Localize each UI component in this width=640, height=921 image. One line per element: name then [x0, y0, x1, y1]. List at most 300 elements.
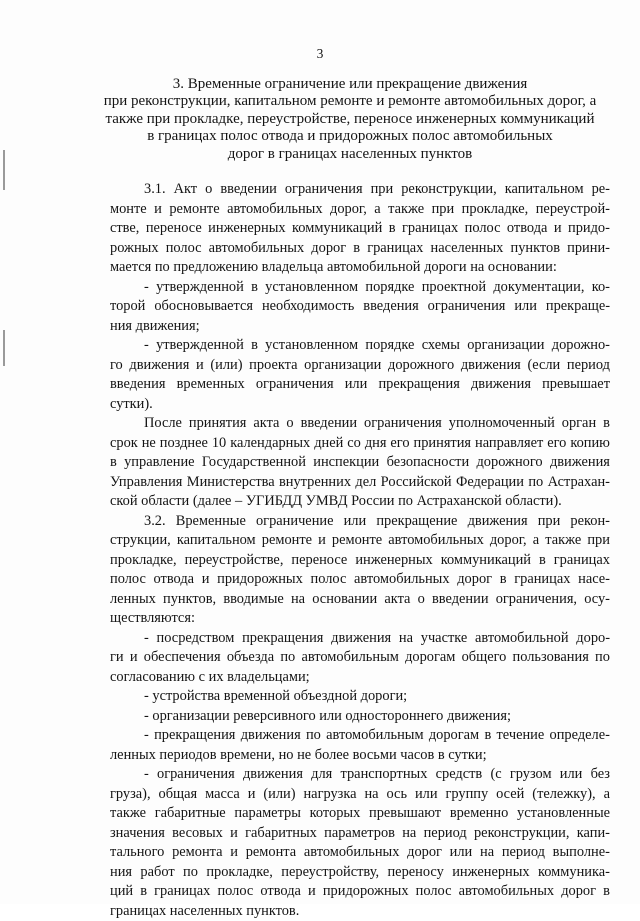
word: дорог,: [490, 531, 527, 551]
word: на: [364, 785, 378, 805]
word: движения: [461, 356, 521, 376]
text-line: [110, 726, 610, 746]
text-line: [110, 258, 610, 278]
word: нагрузка: [303, 785, 356, 805]
heading-line: дорог в границах населенных пунктов: [100, 146, 600, 163]
word: а: [533, 531, 539, 551]
word: ось: [387, 785, 408, 805]
word: движения: [468, 512, 528, 532]
word: о: [205, 180, 212, 200]
text-line: [110, 375, 610, 395]
page-number: 3: [0, 46, 640, 62]
text-line: [110, 824, 610, 844]
word: в: [484, 726, 491, 746]
text-line: [110, 629, 610, 649]
word: и: [308, 882, 316, 902]
word: полос: [465, 219, 501, 239]
word: со: [347, 434, 361, 454]
text-line-content: согласованию с их владельцами;: [110, 668, 310, 688]
word: автомобильных: [227, 200, 322, 220]
word: прокладке,: [206, 863, 273, 883]
word: дорог: [561, 882, 596, 902]
word: дорог: [311, 239, 346, 259]
word: автомобильной: [475, 629, 569, 649]
text-line: [110, 570, 610, 590]
word: ограничения: [285, 180, 363, 200]
word: (или): [210, 356, 242, 376]
word: которых: [310, 804, 361, 824]
word: дорог: [407, 843, 442, 863]
word: пунктов,: [163, 590, 216, 610]
word: проекта: [249, 356, 297, 376]
word: (тележку),: [532, 785, 595, 805]
word: временных: [177, 375, 245, 395]
word: автомобильных: [304, 843, 399, 863]
word: и: [318, 531, 326, 551]
text-line-content: границах населенных пунктов.: [110, 902, 299, 921]
word: (если: [527, 356, 560, 376]
word: движения: [241, 726, 301, 746]
word: участке: [421, 629, 468, 649]
text-line: [110, 473, 610, 493]
word: грузом: [510, 765, 552, 785]
word: или: [450, 843, 473, 863]
word: в: [389, 219, 396, 239]
word: акта: [253, 414, 279, 434]
word: посредством: [157, 629, 235, 649]
word: в: [251, 278, 258, 298]
word: Акт: [174, 180, 197, 200]
word: коммуникаций: [292, 219, 382, 239]
word: введения: [110, 375, 165, 395]
word: при: [587, 531, 610, 551]
word: реконструкции,: [401, 180, 497, 200]
word: при: [538, 512, 561, 532]
word: прокладке,: [110, 551, 177, 571]
word: ко-: [592, 278, 610, 298]
word: транспортных: [341, 765, 428, 785]
word: стве,: [110, 219, 139, 239]
word: орган: [562, 414, 596, 434]
word: ограничения: [428, 297, 506, 317]
word: о: [418, 590, 425, 610]
word: по: [306, 726, 321, 746]
word: Федерации: [456, 473, 524, 493]
word: и: [154, 200, 162, 220]
word: по: [595, 648, 610, 668]
word: -: [144, 765, 149, 785]
word: срок: [110, 434, 138, 454]
word: ремонте: [262, 531, 312, 551]
word: го: [110, 356, 123, 376]
text-line: [110, 804, 610, 824]
word: прекраще-: [546, 297, 610, 317]
word: масса: [205, 785, 240, 805]
word: осей: [496, 785, 524, 805]
word: инспекции: [313, 453, 379, 473]
word: прекращения: [242, 629, 323, 649]
word: или: [345, 375, 368, 395]
word: прини-: [567, 239, 610, 259]
text-line: [110, 297, 610, 317]
word: границах: [154, 882, 210, 902]
text-line: [110, 590, 610, 610]
text-line-content: ществляются:: [110, 609, 195, 629]
word: полос: [311, 570, 347, 590]
word: (с: [490, 765, 501, 785]
word: населенных: [431, 239, 504, 259]
body-text: [110, 180, 610, 921]
word: дня: [365, 434, 387, 454]
word: ленных: [110, 590, 156, 610]
text-line: [110, 336, 610, 356]
word: ре-: [592, 180, 610, 200]
word: автомобильных: [388, 531, 483, 551]
text-line-content: сутки).: [110, 395, 153, 415]
word: введения: [363, 297, 418, 317]
word: полос: [217, 882, 253, 902]
word: инженерных: [208, 219, 285, 239]
text-line: [110, 882, 610, 902]
word: направляет: [475, 434, 543, 454]
word: порядке: [365, 336, 414, 356]
word: также: [388, 200, 424, 220]
word: отвода: [260, 882, 300, 902]
word: прекращение: [376, 512, 457, 532]
text-line: [110, 512, 610, 532]
text-line-content: ленных периодов времени, но не более восьми часов в сутки;: [110, 746, 487, 766]
word: ги: [110, 648, 124, 668]
word: без: [591, 765, 610, 785]
word: прекращения: [154, 726, 235, 746]
word: дорог,: [330, 200, 367, 220]
word: управление: [124, 453, 194, 473]
word: инженерных: [452, 863, 529, 883]
word: принятия: [189, 414, 247, 434]
word: утвержденной: [156, 336, 244, 356]
word: капитальном: [177, 531, 256, 551]
word: акта: [384, 590, 410, 610]
word: движения: [243, 765, 303, 785]
word: прокладке,: [462, 200, 529, 220]
text-line-content: мается по предложению владельца автомобильной дороги на основании:: [110, 258, 557, 278]
word: ремонте: [169, 200, 219, 220]
word: 10: [212, 434, 226, 454]
word: переносе: [291, 551, 347, 571]
word: принятия: [414, 434, 472, 454]
word: реконструкции,: [474, 824, 570, 844]
text-line: [110, 395, 610, 415]
word: период: [502, 843, 545, 863]
text-line-content: - организации реверсивного или одностороннего движения;: [144, 707, 511, 727]
text-line: [110, 843, 610, 863]
word: автомобильных: [459, 882, 554, 902]
word: придо-: [568, 219, 610, 239]
word: ния: [110, 863, 132, 883]
word: или: [415, 785, 438, 805]
word: организации: [467, 336, 544, 356]
text-line: [110, 492, 610, 512]
text-line: [110, 434, 610, 454]
word: капитальном: [505, 180, 584, 200]
word: схемы: [422, 336, 460, 356]
word: дорогам: [429, 726, 479, 746]
text-line: [110, 317, 610, 337]
text-line: [110, 902, 610, 921]
word: основании: [312, 590, 377, 610]
word: календарных: [230, 434, 310, 454]
word: введении: [432, 590, 489, 610]
text-line: [110, 356, 610, 376]
word: на: [402, 824, 416, 844]
word: на: [480, 843, 494, 863]
word: ограничение: [256, 512, 334, 532]
word: капи-: [577, 824, 610, 844]
word: ограничения: [157, 765, 235, 785]
word: введении: [301, 414, 358, 434]
word: автомобильных: [209, 239, 304, 259]
word: течение: [497, 726, 545, 746]
word: в: [539, 551, 546, 571]
word: переносу: [387, 863, 443, 883]
word: переносе: [146, 219, 202, 239]
word: значения: [110, 824, 165, 844]
word: документации,: [493, 278, 584, 298]
text-line: [110, 239, 610, 259]
word: коммуникаций: [441, 551, 531, 571]
word: ограничения: [256, 375, 334, 395]
word: дорожно-: [552, 336, 610, 356]
word: внутренних: [279, 473, 351, 493]
text-line: [110, 453, 610, 473]
word: не: [142, 434, 156, 454]
word: по: [528, 473, 543, 493]
word: необходимость: [262, 297, 354, 317]
word: придорожных: [323, 882, 409, 902]
word: Временные: [176, 512, 246, 532]
scan-margin-mark: [3, 150, 5, 190]
word: в: [603, 414, 610, 434]
word: установленном: [265, 278, 358, 298]
word: переустройстве,: [185, 551, 284, 571]
word: отвода: [154, 570, 194, 590]
text-line: [110, 707, 610, 727]
word: работ: [140, 863, 174, 883]
word: выполне-: [553, 843, 610, 863]
word: Управления: [110, 473, 182, 493]
word: по: [183, 863, 198, 883]
text-line: [110, 278, 610, 298]
word: (или): [263, 785, 295, 805]
word: или: [344, 512, 367, 532]
text-line: [110, 414, 610, 434]
word: на: [399, 629, 413, 649]
word: движения: [129, 356, 189, 376]
word: -: [144, 336, 149, 356]
word: порядке: [365, 278, 414, 298]
word: временно: [450, 804, 508, 824]
word: прекращения: [378, 375, 459, 395]
word: организации: [304, 356, 381, 376]
word: 3.2.: [144, 512, 166, 532]
word: и: [196, 356, 204, 376]
word: габаритные: [155, 804, 226, 824]
word: копию: [570, 434, 610, 454]
text-line: [110, 551, 610, 571]
word: движения: [550, 453, 610, 473]
heading-line: при реконструкции, капитальном ремонте и ремонте автомобильных дорог, а: [100, 93, 600, 110]
word: -: [144, 726, 149, 746]
word: установленные: [517, 804, 610, 824]
word: параметры: [234, 804, 301, 824]
word: в: [110, 453, 117, 473]
word: Министерства: [187, 473, 275, 493]
word: пунктов: [511, 239, 561, 259]
word: торой: [110, 297, 145, 317]
word: ограничения,: [496, 590, 577, 610]
word: объезда: [227, 648, 274, 668]
word: габаритных: [245, 824, 317, 844]
word: ремонта: [172, 843, 222, 863]
word: груза),: [110, 785, 151, 805]
word: параметров: [324, 824, 395, 844]
text-line: [110, 746, 610, 766]
word: рекон-: [570, 512, 610, 532]
word: также: [545, 531, 581, 551]
word: автомобильным: [326, 726, 423, 746]
heading-line: в границах полос отвода и придорожных полос автомобильных: [100, 128, 600, 145]
word: полос: [416, 882, 452, 902]
word: ремонта: [246, 843, 296, 863]
text-line-content: ния движения;: [110, 317, 200, 337]
word: и: [248, 785, 256, 805]
word: проектной: [422, 278, 486, 298]
word: группу: [445, 785, 488, 805]
word: позднее: [160, 434, 208, 454]
word: переустройству,: [281, 863, 379, 883]
word: о: [286, 414, 293, 434]
word: движения: [471, 375, 531, 395]
word: или: [560, 765, 583, 785]
text-line: [110, 785, 610, 805]
word: превышает: [542, 375, 610, 395]
text-line: [110, 668, 610, 688]
word: дорог: [457, 570, 492, 590]
word: и: [130, 648, 138, 668]
word: по: [280, 648, 295, 668]
word: доро-: [576, 629, 610, 649]
text-line: [110, 180, 610, 200]
word: рожных: [110, 239, 159, 259]
word: придорожных: [217, 570, 303, 590]
word: в: [353, 239, 360, 259]
word: обосновывается: [154, 297, 253, 317]
word: период: [424, 824, 467, 844]
word: насе-: [578, 570, 610, 590]
word: в: [251, 336, 258, 356]
word: превышают: [369, 804, 441, 824]
word: а: [604, 785, 610, 805]
text-line-content: ской области (далее – УГИБДД УМВД России по Астраханской области).: [110, 492, 562, 512]
word: утвержденной: [156, 278, 244, 298]
word: переустрой-: [536, 200, 610, 220]
word: в: [500, 570, 507, 590]
word: и: [202, 570, 210, 590]
word: осу-: [584, 590, 610, 610]
text-line: [110, 648, 610, 668]
word: безопасности: [387, 453, 470, 473]
word: общего: [462, 648, 507, 668]
word: в: [603, 882, 610, 902]
word: обеспечения: [144, 648, 221, 668]
word: средств: [436, 765, 483, 785]
word: на: [291, 590, 305, 610]
word: коммуника-: [538, 863, 610, 883]
text-line: [110, 609, 610, 629]
word: весовых: [172, 824, 223, 844]
word: в: [140, 882, 147, 902]
word: -: [144, 629, 149, 649]
word: установленном: [265, 336, 358, 356]
heading-line: 3. Временные ограничение или прекращение движения: [100, 76, 600, 93]
word: его: [390, 434, 409, 454]
word: Государственной: [202, 453, 306, 473]
word: или: [514, 297, 537, 317]
text-line: [110, 200, 610, 220]
word: определе-: [550, 726, 610, 746]
word: 3.1.: [144, 180, 166, 200]
word: -: [144, 278, 149, 298]
section-heading: [100, 76, 600, 163]
text-line: [110, 219, 610, 239]
word: дорожного: [388, 356, 454, 376]
word: движения: [331, 629, 391, 649]
word: при: [432, 200, 455, 220]
word: струкции,: [110, 531, 171, 551]
word: отвода: [507, 219, 547, 239]
word: тального: [110, 843, 164, 863]
word: уполномоченный: [449, 414, 555, 434]
word: монте: [110, 200, 147, 220]
word: а: [374, 200, 380, 220]
word: автомобильным: [301, 648, 398, 668]
word: и: [554, 219, 562, 239]
word: период: [567, 356, 610, 376]
text-line: [110, 531, 610, 551]
word: ограничения: [364, 414, 442, 434]
word: при: [371, 180, 394, 200]
word: его: [547, 434, 566, 454]
word: общая: [159, 785, 198, 805]
word: и: [230, 824, 238, 844]
word: инженерных: [355, 551, 432, 571]
word: полос: [110, 570, 146, 590]
word: для: [311, 765, 332, 785]
word: дней: [314, 434, 343, 454]
text-line: [110, 765, 610, 785]
word: После: [144, 414, 182, 434]
word: пользования: [513, 648, 589, 668]
word: границах: [402, 219, 458, 239]
word: Российской: [381, 473, 452, 493]
word: границах: [514, 570, 570, 590]
text-line: [110, 863, 610, 883]
text-line-content: - устройства временной объездной дороги;: [144, 687, 407, 707]
word: и: [230, 843, 238, 863]
word: границах: [367, 239, 423, 259]
word: дорогам: [405, 648, 455, 668]
word: ций: [110, 882, 133, 902]
